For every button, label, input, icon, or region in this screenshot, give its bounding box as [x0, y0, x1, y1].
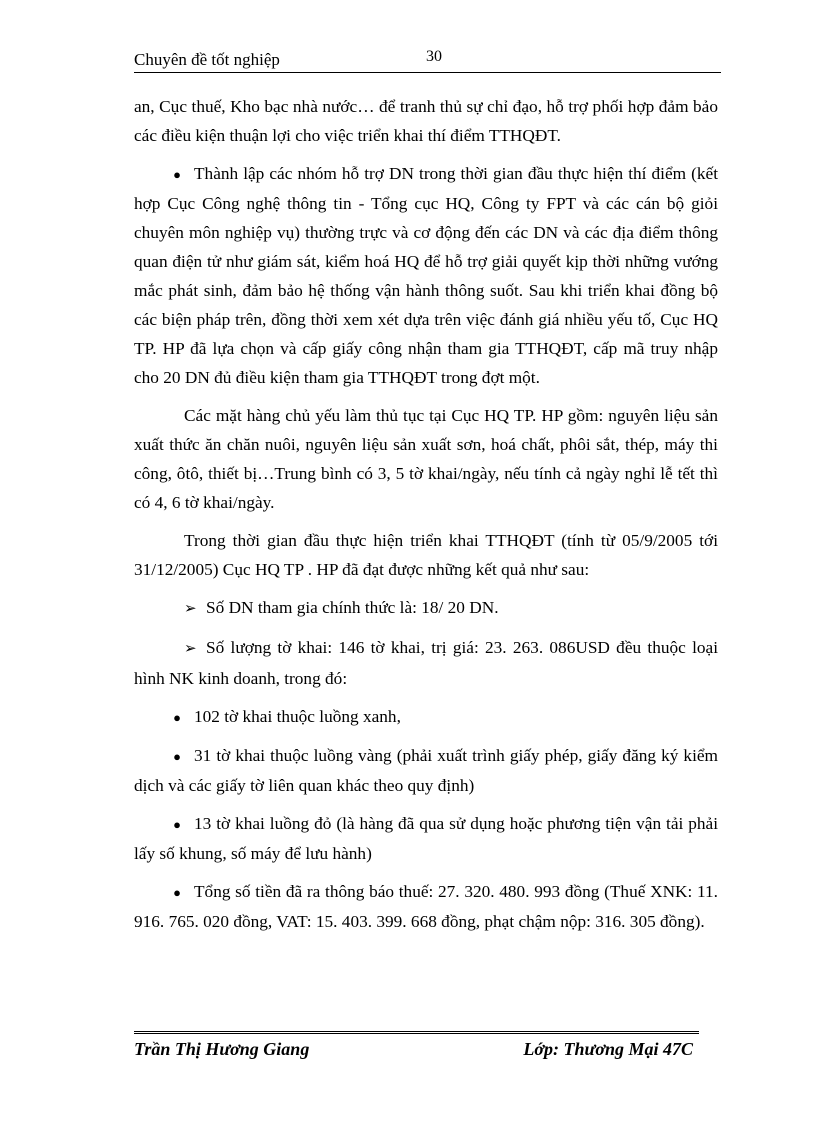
paragraph-continuation: an, Cục thuế, Kho bạc nhà nước… để tranh thủ sự chỉ đạo, hỗ trợ phối hợp đảm bảo các điều kiện thuận lợi cho việc triển khai thí điểm TTHQĐT. — [134, 97, 718, 145]
bullet-icon: ● — [173, 710, 181, 725]
page-footer — [134, 1031, 699, 1066]
footer-class: Lớp: Thương Mại 47C — [523, 1039, 693, 1059]
bullet-item: ● 13 tờ khai luồng đỏ (là hàng đã qua sử dụng hoặc phương tiện vận tải phải lấy số khung, số máy để lưu hành) — [134, 809, 718, 868]
paragraph: Trong thời gian đầu thực hiện triển khai TTHQĐT (tính từ 05/9/2005 tới 31/12/2005) Cục HQ TP . HP đã đạt được những kết quả như sau: — [134, 531, 718, 579]
bullet-item: ● 102 tờ khai thuộc luồng xanh, — [134, 702, 718, 732]
bullet-icon: ● — [173, 749, 181, 764]
bullet-icon: ● — [173, 817, 181, 832]
bullet-paragraph: ● Thành lập các nhóm hỗ trợ DN trong thời gian đầu thực hiện thí điểm (kết hợp Cục Công nghệ thông tin - Tổng cục HQ, Công ty FPT và các cán bộ giỏi chuyên môn nghiệp vụ) thường trực và cơ động đến các DN và các địa điểm thông quan điện tử như giám sát, kiểm hoá HQ để hỗ trợ giải quyết kịp thời những vướng mắc phát sinh, đảm bảo hệ thống vận hành thông suốt. Sau khi triển khai đồng bộ các biện pháp trên, đồng thời xem xét dựa trên việc đánh giá nhiều yếu tố, Cục HQ TP. HP đã lựa chọn và cấp giấy công nhận tham gia TTHQĐT, cấp mã truy nhập cho 20 DN đủ điều kiện tham gia TTHQĐT trong đợt một. — [134, 159, 718, 392]
arrow-icon: ➢ — [184, 641, 197, 657]
arrow-icon: ➢ — [184, 601, 197, 617]
document-body — [134, 92, 718, 945]
paragraph: Các mặt hàng chủ yếu làm thủ tục tại Cục HQ TP. HP gồm: nguyên liệu sản xuất thức ăn chăn nuôi, nguyên liệu sản xuất sơn, hoá chất, phôi sắt, thép, máy thi công, ôtô, thiết bị…Trung bình có 3, 5 tờ khai/ngày, nếu tính cả ngày nghỉ lễ tết thì có 4, 6 tờ khai/ngày. — [134, 406, 718, 512]
header-title: Chuyên đề tốt nghiệp — [134, 50, 280, 69]
bullet-icon: ● — [173, 167, 181, 182]
arrow-item: ➢ Số DN tham gia chính thức là: 18/ 20 DN. — [134, 593, 718, 624]
page-number: 30 — [426, 48, 442, 65]
page-header — [134, 46, 721, 73]
arrow-item: ➢ Số lượng tờ khai: 146 tờ khai, trị giá: 23. 263. 086USD đều thuộc loại hình NK kinh doanh, trong đó: — [134, 633, 718, 693]
bullet-item: ● 31 tờ khai thuộc luồng vàng (phải xuất trình giấy phép, giấy đăng ký kiểm dịch và các giấy tờ liên quan khác theo quy định) — [134, 741, 718, 800]
footer-author: Trần Thị Hương Giang — [134, 1039, 310, 1059]
bullet-icon: ● — [173, 885, 181, 900]
bullet-item: ● Tổng số tiền đã ra thông báo thuế: 27. 320. 480. 993 đồng (Thuế XNK: 11. 916. 765. 020 đồng, VAT: 15. 403. 399. 668 đồng, phạt chậm nộp: 316. 305 đồng). — [134, 877, 718, 936]
